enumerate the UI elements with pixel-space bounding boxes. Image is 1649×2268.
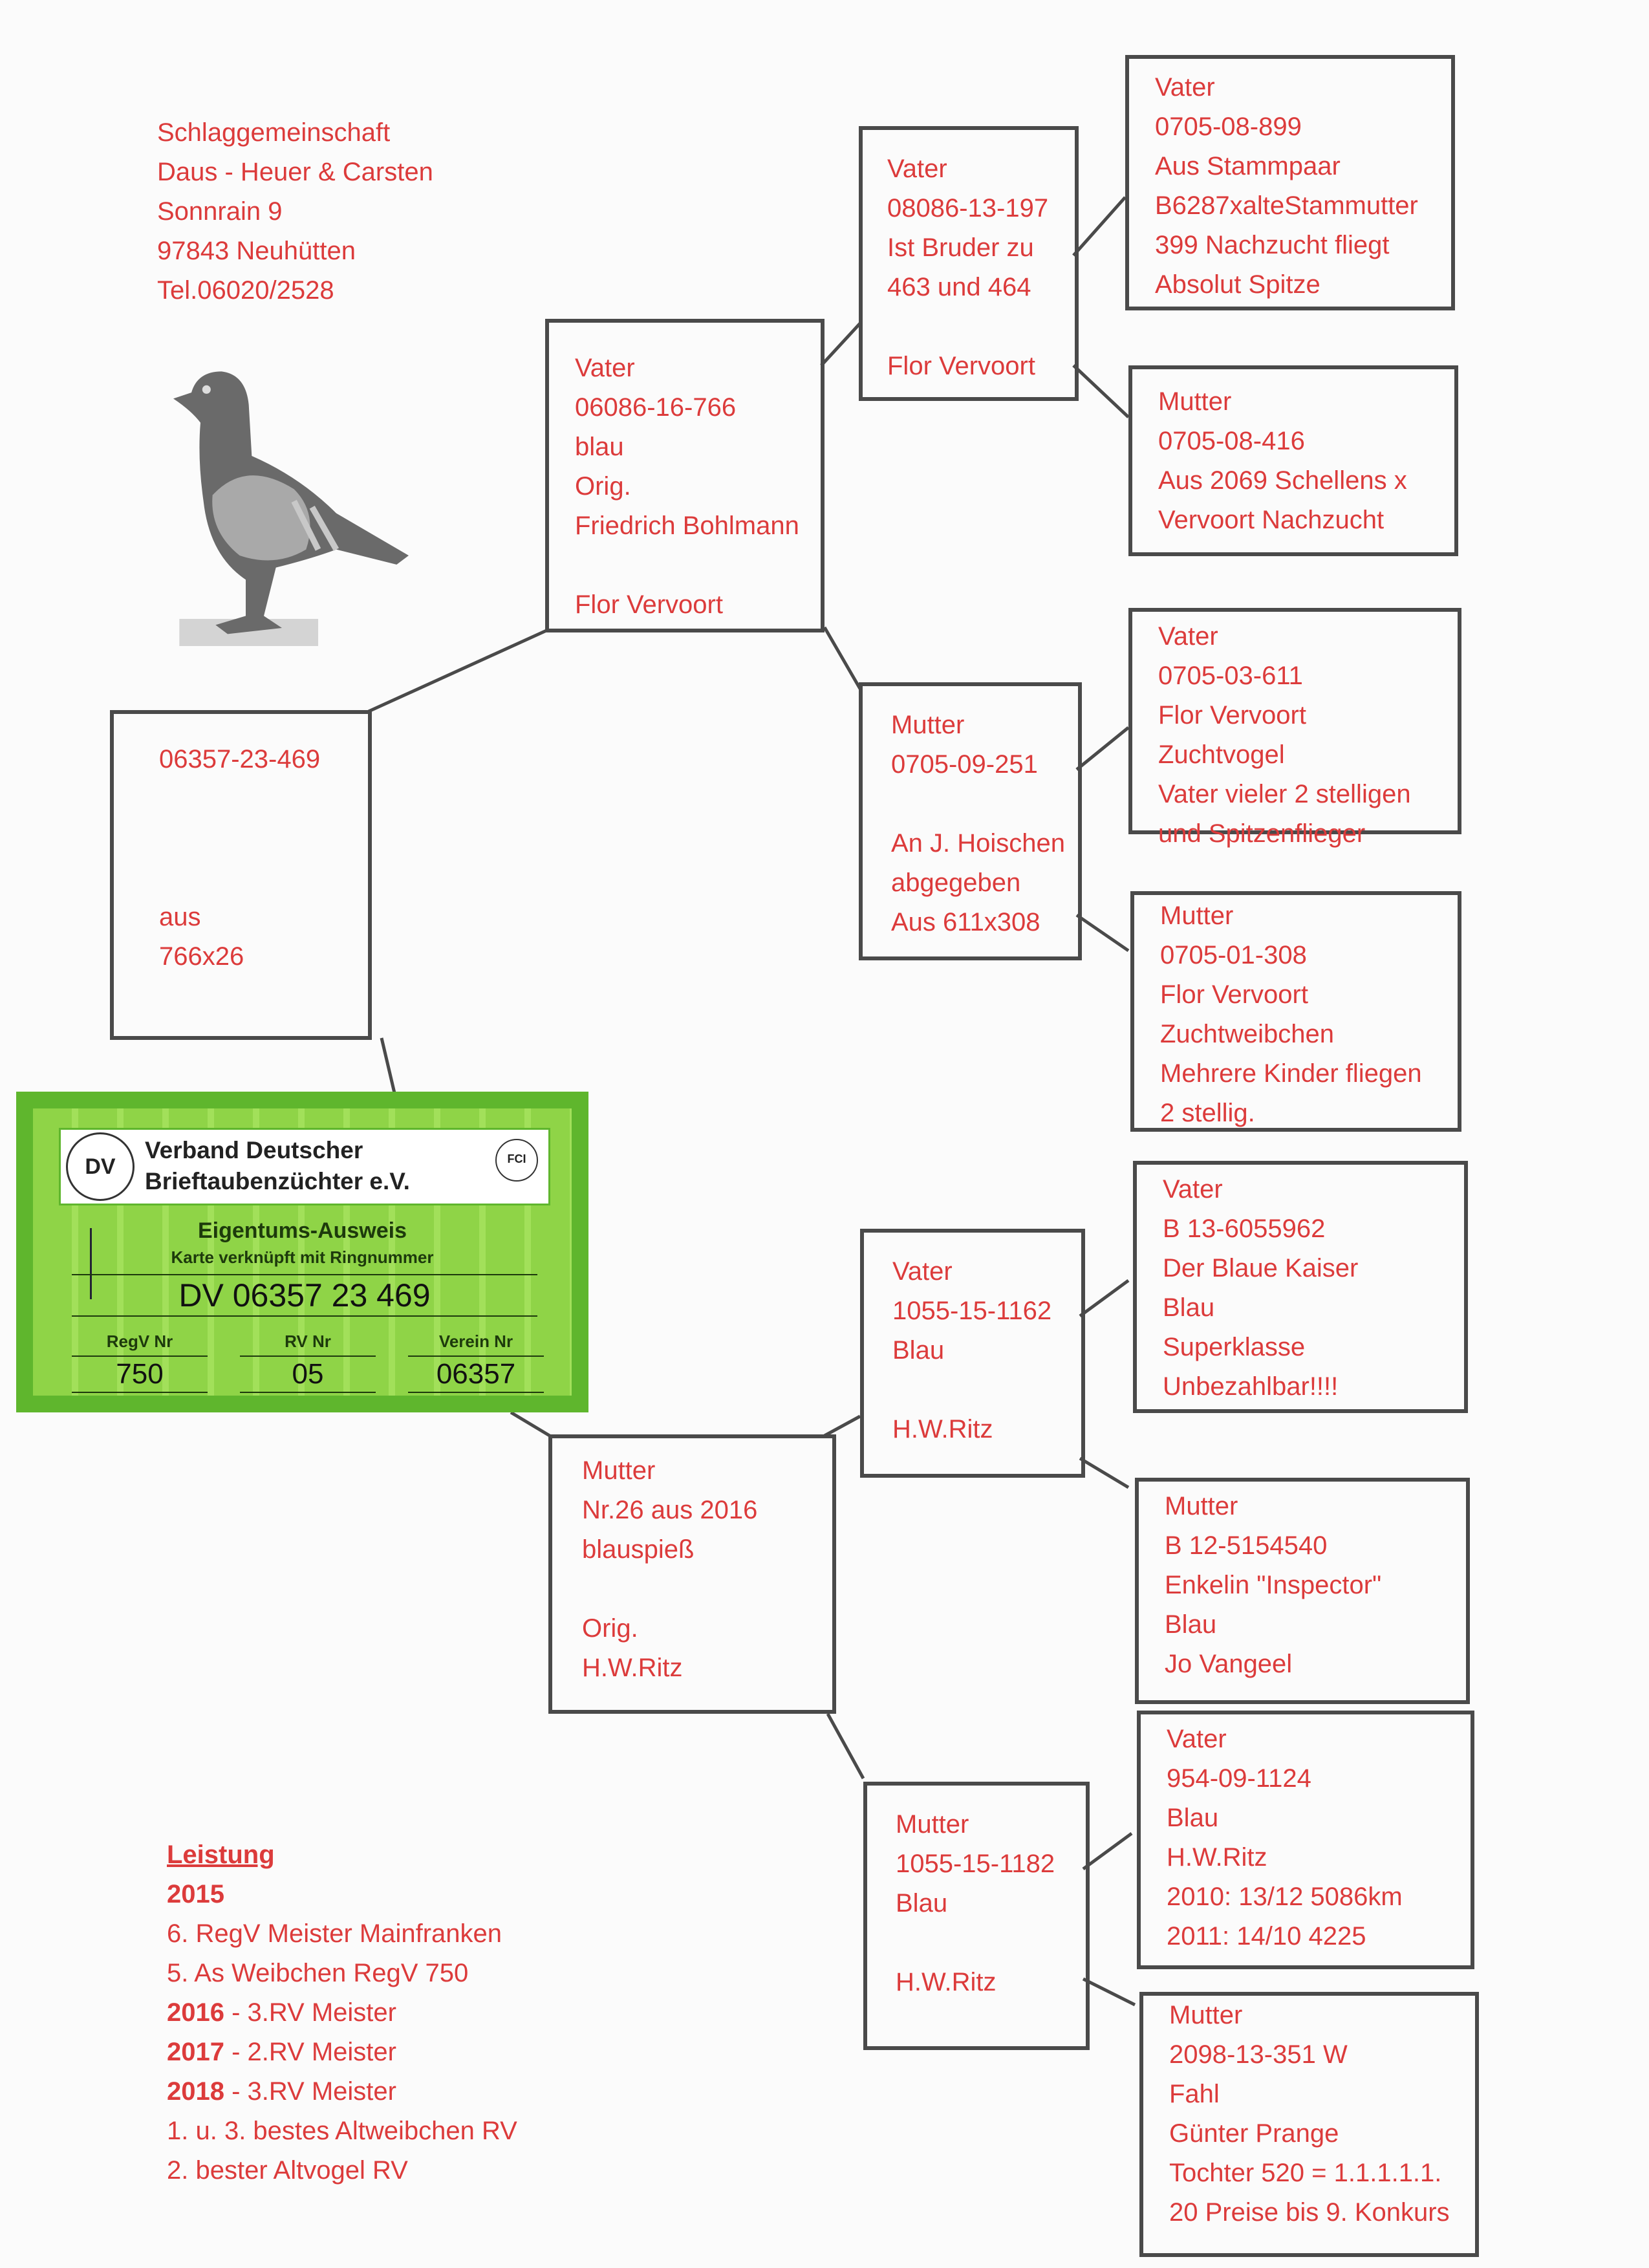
breeder-line: Sonnrain 9 <box>157 197 283 226</box>
box-line: 399 Nachzucht fliegt <box>1155 231 1390 259</box>
box-line: Blau <box>896 1889 948 1917</box>
performance-item: 6. RegV Meister Mainfranken <box>167 1919 502 1948</box>
column-value: 750 <box>72 1357 208 1393</box>
box-line: abgegeben <box>891 869 1021 897</box>
box-line: Friedrich Bohlmann <box>575 512 799 540</box>
box-line: An J. Hoischen <box>891 829 1066 858</box>
box-line: B 13-6055962 <box>1163 1215 1326 1243</box>
card-column-verein <box>408 1332 544 1393</box>
box-line: Mehrere Kinder fliegen <box>1160 1059 1422 1088</box>
box-line: Nr.26 aus 2016 <box>582 1496 758 1524</box>
performance-item: 5. As Weibchen RegV 750 <box>167 1959 469 1987</box>
card-title: Eigentums-Ausweis <box>197 1218 407 1243</box>
performance-title: Leistung <box>167 1841 275 1869</box>
column-value: 06357 <box>408 1357 544 1393</box>
box-line: 2010: 13/12 5086km <box>1167 1883 1403 1911</box>
sire-dam-box <box>859 682 1082 960</box>
dam-box <box>548 1434 836 1714</box>
box-line: 463 und 464 <box>887 273 1031 301</box>
box-line: Aus 611x308 <box>891 908 1040 936</box>
sire-sire-box <box>859 126 1079 401</box>
subject-parents: 766x26 <box>159 942 244 971</box>
card-ring-number: DV 06357 23 469 <box>72 1274 537 1317</box>
card-org-line: Brieftaubenzüchter e.V. <box>145 1168 410 1194</box>
box-line: Enkelin "Inspector" <box>1165 1571 1382 1599</box>
sire-box <box>545 319 824 632</box>
box-line: 0705-03-611 <box>1158 662 1303 690</box>
card-header <box>59 1128 550 1205</box>
sd-dam-box <box>1130 891 1461 1132</box>
box-line: Flor Vervoort <box>1160 980 1308 1009</box>
performance-item: 2016 - 3.RV Meister <box>167 1998 396 2027</box>
box-line: blauspieß <box>582 1535 695 1564</box>
box-line <box>892 1370 1053 1410</box>
box-line: 0705-08-899 <box>1155 113 1302 141</box>
box-line: 08086-13-197 <box>887 194 1049 222</box>
box-line: 2 stellig. <box>1160 1099 1255 1127</box>
breeder-line: Schlaggemeinschaft <box>157 118 391 147</box>
box-line <box>582 1570 803 1609</box>
pigeon-image <box>155 343 427 660</box>
card-column-rv <box>240 1332 376 1393</box>
box-line: und Spitzenflieger <box>1158 819 1366 848</box>
box-line: 06086-16-766 <box>575 393 737 422</box>
box-line: Aus Stammpaar <box>1155 152 1341 180</box>
performance-section <box>167 1835 517 2190</box>
box-line: Vater <box>1167 1725 1227 1753</box>
subject-parents-label: aus <box>159 903 201 931</box>
box-line: H.W.Ritz <box>1167 1843 1267 1872</box>
fci-logo-icon: FCI <box>495 1139 538 1182</box>
card-org-line: Verband Deutscher <box>145 1137 363 1163</box>
box-line: Aus 2069 Schellens x <box>1158 466 1407 495</box>
box-line: Vater <box>1155 73 1215 102</box>
box-line: Blau <box>1163 1293 1215 1322</box>
ds-sire-box <box>1133 1161 1468 1413</box>
ss-sire-box <box>1125 55 1455 310</box>
box-line: Mutter <box>891 711 965 739</box>
box-line: Jo Vangeel <box>1165 1650 1293 1678</box>
performance-item: 2018 - 3.RV Meister <box>167 2077 396 2106</box>
performance-item: 2. bester Altvogel RV <box>167 2156 408 2185</box>
box-line: Ist Bruder zu <box>887 233 1034 262</box>
box-line: Flor Vervoort <box>575 590 723 619</box>
ds-dam-box <box>1135 1478 1470 1704</box>
box-line: Fahl <box>1169 2080 1220 2108</box>
card-columns <box>72 1332 544 1393</box>
sd-sire-box <box>1128 608 1461 848</box>
box-line: Vervoort Nachzucht <box>1158 506 1385 534</box>
box-line: Superklasse <box>1163 1333 1306 1361</box>
box-line <box>891 784 1050 824</box>
box-line: H.W.Ritz <box>892 1415 993 1443</box>
subject-box <box>110 710 372 1040</box>
box-line: Günter Prange <box>1169 2119 1339 2148</box>
box-line: Absolut Spitze <box>1155 270 1320 299</box>
box-line: 954-09-1124 <box>1167 1764 1311 1793</box>
card-org <box>145 1135 410 1197</box>
dd-sire-box <box>1137 1711 1474 1969</box>
box-line: Tochter 520 = 1.1.1.1.1. <box>1169 2159 1442 2187</box>
dv-logo-icon: DV <box>66 1132 135 1201</box>
box-line <box>887 307 1050 347</box>
column-label: RegV Nr <box>72 1332 208 1357</box>
performance-item: 2015 <box>167 1880 224 1908</box>
box-line: Flor Vervoort <box>1158 701 1306 729</box>
column-label: Verein Nr <box>408 1332 544 1357</box>
box-line: Mutter <box>582 1456 656 1485</box>
card-subtitle: Karte verknüpft mit Ringnummer <box>171 1247 434 1267</box>
box-line <box>896 1923 1057 1963</box>
box-line: Zuchtvogel <box>1158 740 1285 769</box>
box-line: 1055-15-1182 <box>896 1850 1055 1878</box>
performance-item: 1. u. 3. bestes Altweibchen RV <box>167 2117 517 2145</box>
breeder-line: 97843 Neuhütten <box>157 237 356 265</box>
box-line: Mutter <box>1160 902 1234 930</box>
box-line: Vater vieler 2 stelligen <box>1158 780 1411 808</box>
box-line: Vater <box>575 354 635 382</box>
box-line: Mutter <box>1158 387 1232 416</box>
box-line: Vater <box>1163 1175 1223 1204</box>
ss-dam-box <box>1128 365 1458 556</box>
dam-dam-box <box>863 1782 1090 2050</box>
box-line: 0705-09-251 <box>891 750 1038 779</box>
ownership-card <box>16 1092 588 1412</box>
column-label: RV Nr <box>240 1332 376 1357</box>
box-line: 1055-15-1162 <box>892 1297 1052 1325</box>
box-line: Vater <box>1158 622 1218 651</box>
box-line: 0705-01-308 <box>1160 941 1307 969</box>
performance-item: 2017 - 2.RV Meister <box>167 2038 396 2066</box>
breeder-line: Tel.06020/2528 <box>157 276 334 305</box>
breeder-line: Daus - Heuer & Carsten <box>157 158 433 186</box>
box-line: Mutter <box>1165 1492 1238 1520</box>
box-line: Blau <box>1167 1804 1219 1832</box>
box-line: B 12-5154540 <box>1165 1531 1328 1560</box>
box-line: Vater <box>892 1257 953 1286</box>
box-line: Orig. <box>575 472 631 501</box>
subject-ring: 06357-23-469 <box>159 745 321 773</box>
box-line: Mutter <box>896 1810 969 1839</box>
box-line: Der Blaue Kaiser <box>1163 1254 1359 1282</box>
box-line: Orig. <box>582 1614 638 1643</box>
dd-dam-box <box>1139 1992 1479 2257</box>
dam-sire-box <box>860 1229 1085 1478</box>
box-line: blau <box>575 433 624 461</box>
box-line: H.W.Ritz <box>896 1968 997 1996</box>
box-line: Flor Vervoort <box>887 352 1035 380</box>
card-column-regv <box>72 1332 208 1393</box>
box-line: Unbezahlbar!!!! <box>1163 1372 1339 1401</box>
box-line: 20 Preise bis 9. Konkurs <box>1169 2198 1450 2227</box>
box-line: Vater <box>887 155 947 183</box>
box-line <box>575 546 795 585</box>
box-line: Zuchtweibchen <box>1160 1020 1335 1048</box>
column-value: 05 <box>240 1357 376 1393</box>
box-line: Mutter <box>1169 2001 1243 2029</box>
box-line: Blau <box>892 1336 945 1365</box>
box-line: 2011: 14/10 4225 <box>1167 1922 1366 1950</box>
box-line: H.W.Ritz <box>582 1654 683 1682</box>
box-line: 2098-13-351 W <box>1169 2040 1348 2069</box>
box-line: 0705-08-416 <box>1158 427 1305 455</box>
box-line: Blau <box>1165 1610 1217 1639</box>
breeder-address <box>157 113 433 310</box>
box-line: B6287xalteStammutter <box>1155 191 1418 220</box>
